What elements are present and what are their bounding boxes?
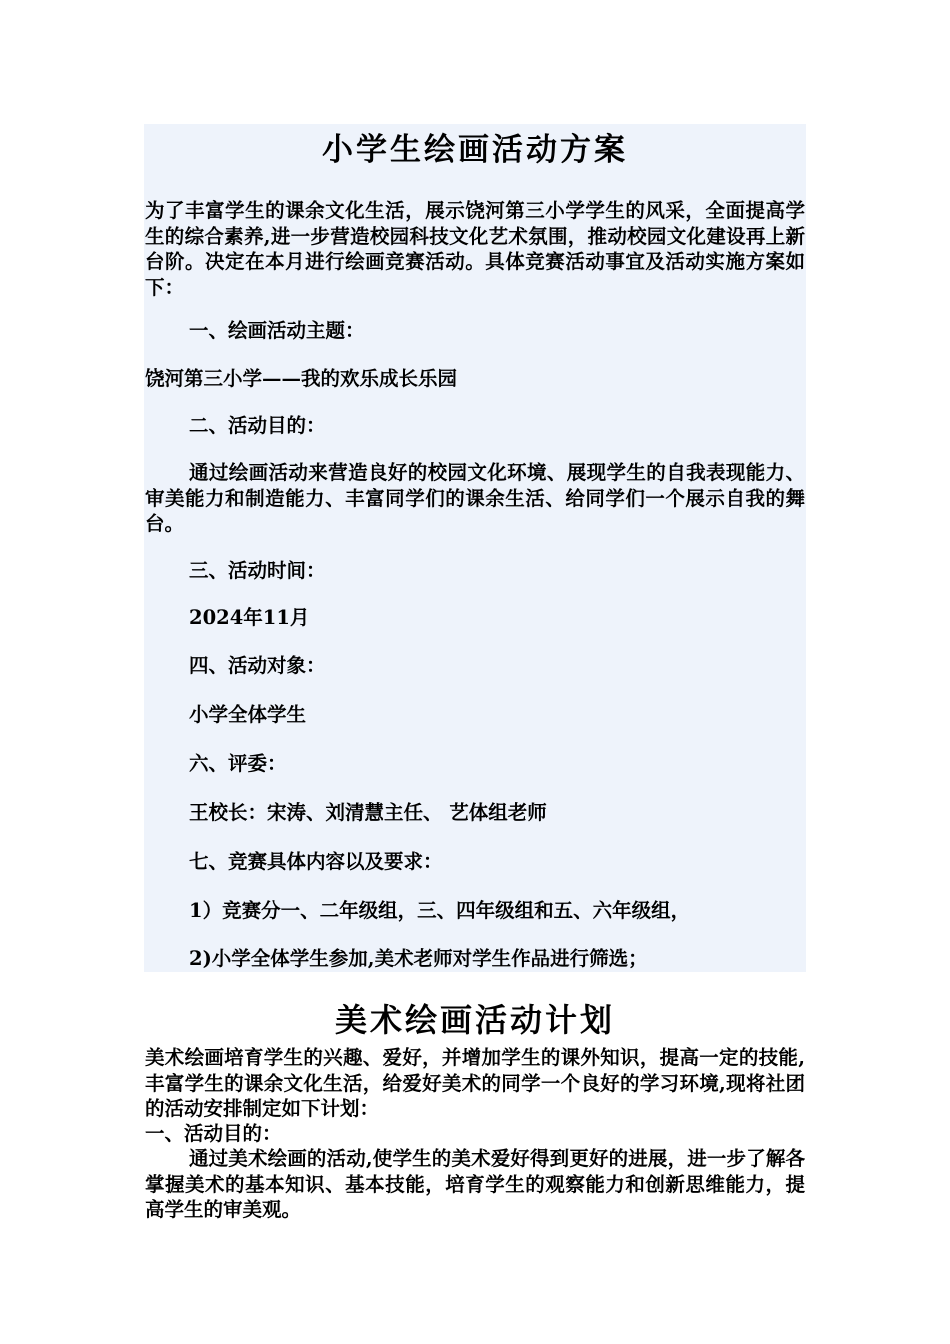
time-heading: 三、活动时间：: [189, 559, 326, 582]
judges-text: 王校长：宋涛、刘清慧主任、 艺体组老师: [189, 801, 547, 824]
judges-heading: 六、评委：: [189, 752, 287, 775]
requirement-item-2: 2)小学全体学生参加,美术老师对学生作品进行筛选；: [189, 947, 648, 970]
requirements-heading: 七、竞赛具体内容以及要求：: [189, 850, 443, 873]
requirement-item-1: 1）竞赛分一、二年级组，三、四年级组和五、六年级组，: [189, 899, 691, 922]
second-purpose-heading: 一、活动目的：: [145, 1122, 282, 1145]
second-intro-paragraph: 美术绘画培育学生的兴趣、爱好，并增加学生的课外知识，提高一定的技能,丰富学生的课余文化生活，给爱好美术的同学一个良好的学习环境,现将社团的活动安排制定如下计划：: [145, 1046, 805, 1120]
intro-paragraph: 为了丰富学生的课余文化生活，展示饶河第三小学学生的风采，全面提高学生的综合素养,进一步营造校园科技文化艺术氛围，推动校园文化建设再上新台阶。决定在本月进行绘画竞赛活动。具体竞赛活动事宜及活动实施方案如下：: [145, 199, 805, 299]
target-text: 小学全体学生: [189, 703, 307, 726]
theme-heading: 一、绘画活动主题：: [189, 319, 365, 342]
theme-text: 饶河第三小学——我的欢乐成长乐园: [145, 367, 458, 390]
purpose-heading: 二、活动目的：: [189, 414, 326, 437]
second-purpose-paragraph: 通过美术绘画的活动,使学生的美术爱好得到更好的进展，进一步了解各掌握美术的基本知识、基本技能，培育学生的观察能力和创新思维能力，提高学生的审美观。: [145, 1147, 805, 1221]
purpose-paragraph: 通过绘画活动来营造良好的校园文化环境、展现学生的自我表现能力、审美能力和制造能力、丰富同学们的课余生活、给同学们一个展示自我的舞台。: [145, 461, 805, 535]
time-text: 2024年11月: [189, 606, 310, 629]
document-title: 小学生绘画活动方案: [322, 132, 628, 168]
second-document-title: 美术绘画活动计划: [334, 1001, 615, 1039]
target-heading: 四、活动对象：: [189, 654, 326, 677]
